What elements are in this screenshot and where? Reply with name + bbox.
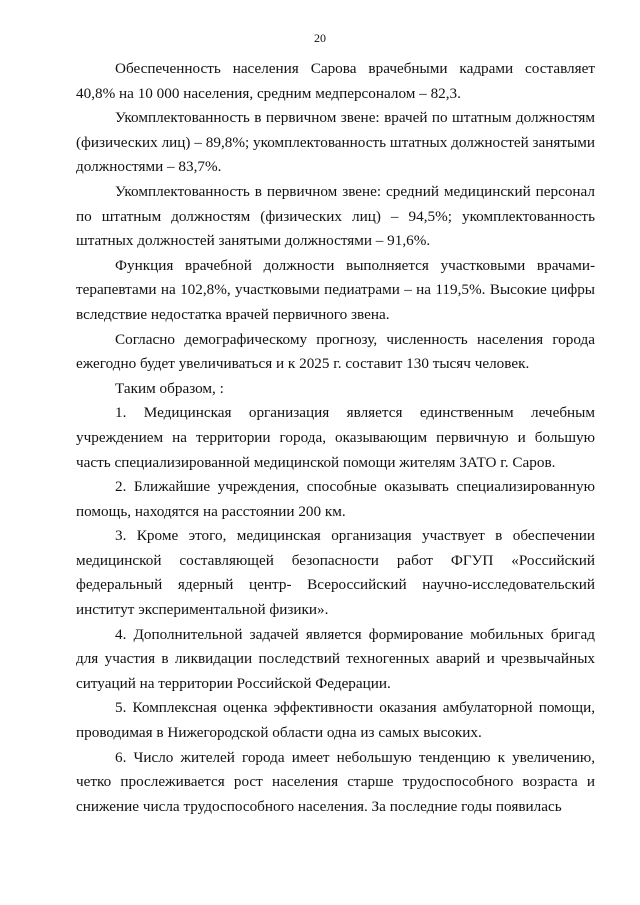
- list-item-2: 2. Ближайшие учреждения, способные оказывать специализированную помощь, находятся на расстоянии 200 км.: [76, 478, 595, 520]
- list-item-1: 1. Медицинская организация является единственным лечебным учреждением на территории города, оказывающим первичную и большую часть специализированной медицинской помощи жителям ЗАТО г. Саров.: [76, 404, 595, 471]
- list-item-3: 3. Кроме этого, медицинская организация участвует в обеспечении медицинской составляющей безопасности работ ФГУП «Российский федеральный ядерный центр- Всероссийский научно-исследовательский институт экспериментальной физики».: [76, 527, 595, 619]
- paragraph-staffing-ratio: Обеспеченность населения Сарова врачебными кадрами составляет 40,8% на 10 000 населения, средним медперсоналом – 82,3.: [76, 60, 595, 102]
- page-number: 20: [314, 31, 326, 45]
- list-item-6: 6. Число жителей города имеет небольшую тенденцию к увеличению, четко прослеживается рост населения старше трудоспособного возраста и снижение числа трудоспособного населения. За последние годы появилась: [76, 748, 595, 815]
- paragraph-doctors-staffing: Укомплектованность в первичном звене: врачей по штатным должностям (физических лиц) – 89,8%; укомплектованность штатных должностей занятыми должностями – 83,7%.: [76, 109, 595, 176]
- paragraph-conclusion-intro: Таким образом, :: [115, 379, 224, 397]
- paragraph-position-function: Функция врачебной должности выполняется участковыми врачами-терапевтами на 102,8%, участковыми педиатрами – на 119,5%. Высокие цифры вследствие недостатка врачей первичного звена.: [76, 256, 595, 323]
- paragraph-nurses-staffing: Укомплектованность в первичном звене: средний медицинский персонал по штатным должностям (физических лиц) – 94,5%; укомплектованность штатных должностей занятыми должностями – 91,6%.: [76, 182, 595, 250]
- list-item-4: 4. Дополнительной задачей является формирование мобильных бригад для участия в ликвидации последствий техногенных аварий и чрезвычайных ситуаций на территории Российской Федерации.: [76, 625, 595, 692]
- list-item-5: 5. Комплексная оценка эффективности оказания амбулаторной помощи, проводимая в Нижегородской области одна из самых высоких.: [76, 699, 595, 742]
- paragraph-demographic-forecast: Согласно демографическому прогнозу, численность населения города ежегодно будет увеличиваться и к 2025 г. составит 130 тысяч человек.: [76, 330, 595, 373]
- document-body: [76, 57, 595, 819]
